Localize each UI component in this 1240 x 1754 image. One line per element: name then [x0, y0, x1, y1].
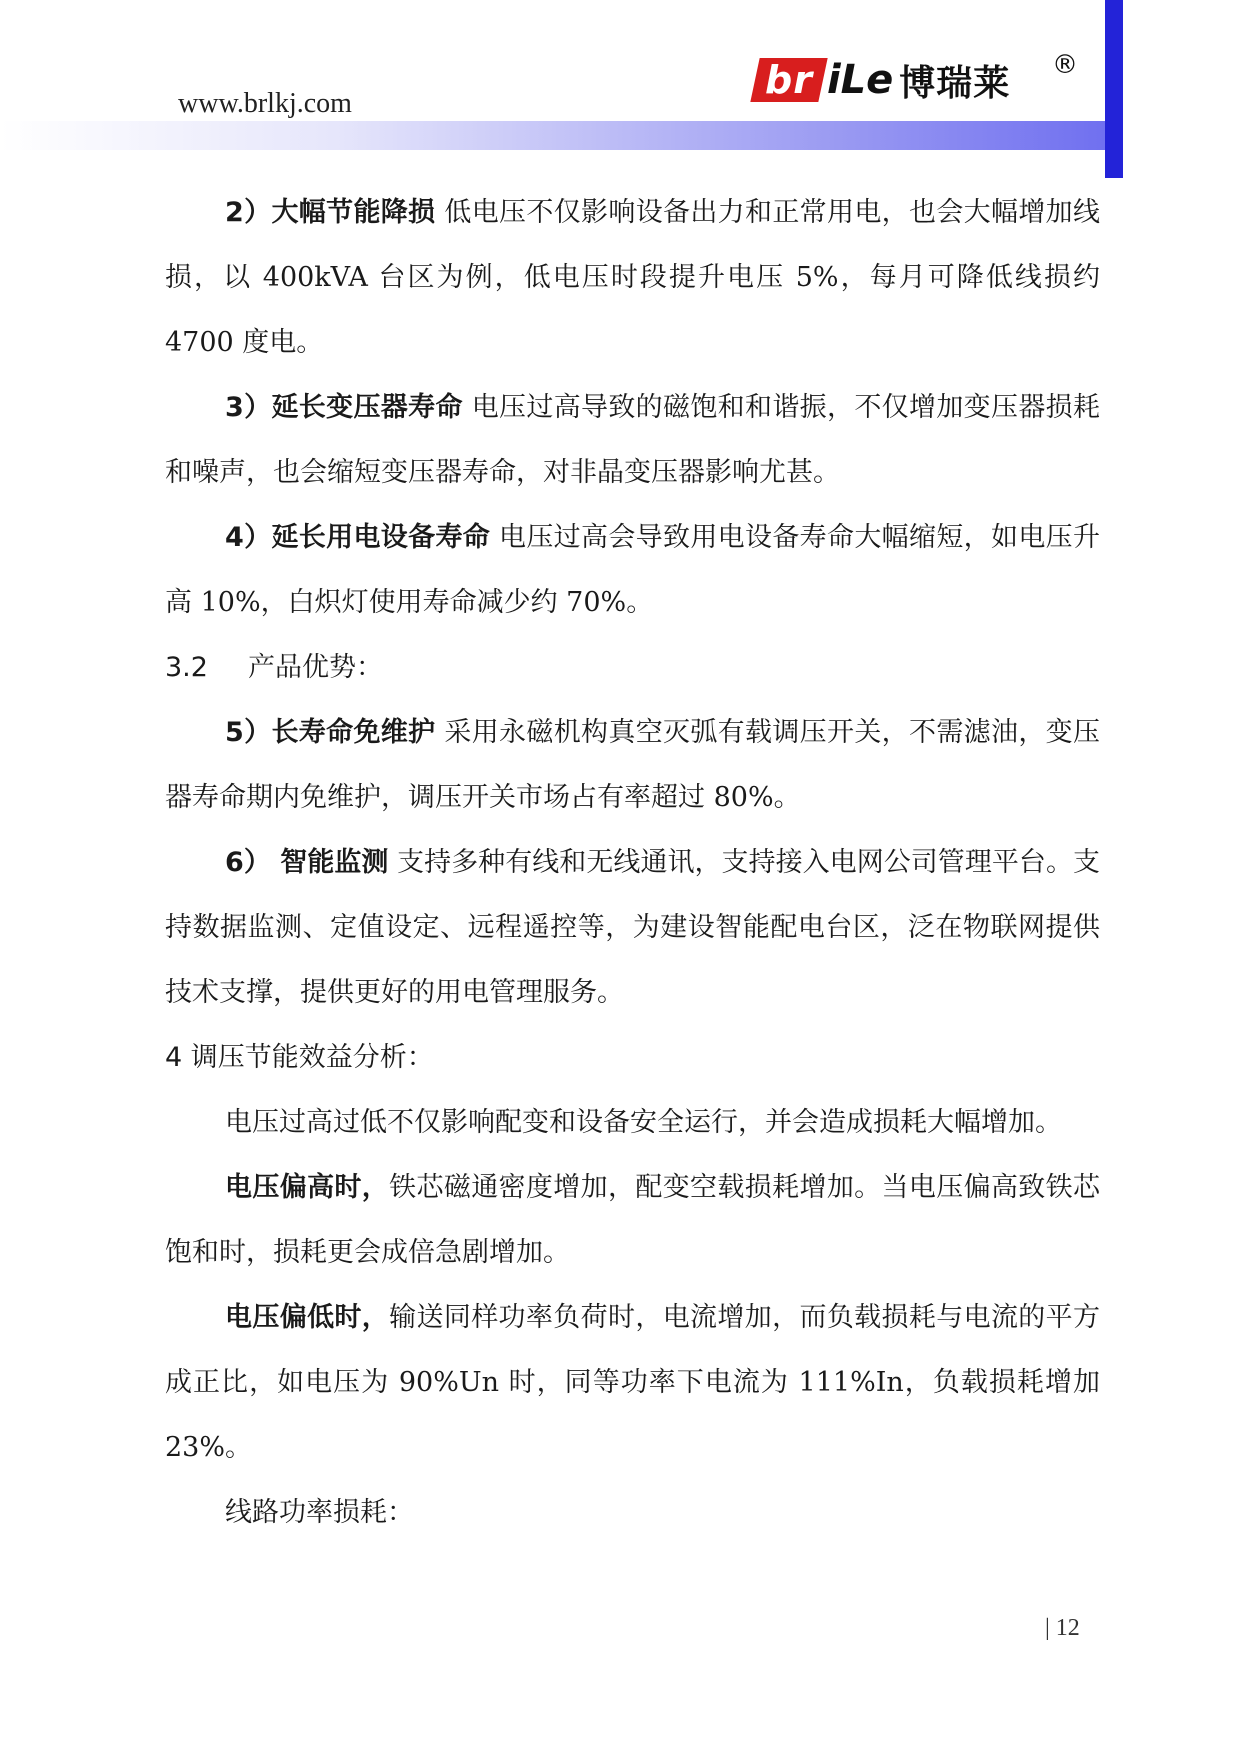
paragraph-low-voltage — [165, 1285, 1100, 1480]
logo-latin-text: iLe — [826, 57, 894, 103]
paragraph-text: 电压过高导致的磁饱和和谐振，不仅增加变压器损耗和噪声，也会缩短变压器寿命，对非晶变压器影响尤甚。 — [165, 392, 1100, 488]
paragraph-label: 3）延长变压器寿命 — [225, 392, 463, 423]
company-logo — [755, 52, 1010, 108]
logo-box-text: br — [765, 58, 813, 102]
paragraph-transformer-life — [165, 375, 1100, 505]
section-title: 产品优势： — [247, 652, 383, 683]
document-body — [165, 180, 1100, 1545]
paragraph-label: 2）大幅节能降损 — [225, 197, 436, 228]
logo-chinese-text: 博瑞莱 — [899, 62, 1011, 104]
header-gradient-bar — [0, 121, 1118, 150]
paragraph-text: 低电压不仅影响设备出力和正常用电，也会大幅增加线损，以 400kVA 台区为例，低电压时段提升电压 5%，每月可降低线损约 4700 度电。 — [165, 197, 1100, 358]
website-url: www.brlkj.com — [178, 88, 352, 119]
header-vertical-bar — [1105, 0, 1123, 178]
paragraph-maintenance-free — [165, 700, 1100, 830]
paragraph-energy-saving — [165, 180, 1100, 375]
section-heading-3-2 — [165, 635, 1100, 700]
paragraph-text: 铁芯磁通密度增加，配变空载损耗增加。当电压偏高致铁芯饱和时，损耗更会成倍急剧增加。 — [165, 1172, 1101, 1268]
paragraph-text: 采用永磁机构真空灭弧有载调压开关，不需滤油，变压器寿命期内免维护，调压开关市场占有率超过 80%。 — [165, 717, 1100, 813]
paragraph-label: 5）长寿命免维护 — [225, 717, 436, 748]
logo-red-box — [750, 58, 827, 102]
paragraph-equipment-life — [165, 505, 1100, 635]
paragraph-text: 电压过高会导致用电设备寿命大幅缩短，如电压升高 10%，白炽灯使用寿命减少约 70%。 — [165, 522, 1100, 618]
paragraph-text: 输送同样功率负荷时，电流增加，而负载损耗与电流的平方成正比，如电压为 90%Un 时，同等功率下电流为 111%In，负载损耗增加 23%。 — [165, 1302, 1101, 1463]
paragraph-high-voltage — [165, 1155, 1100, 1285]
paragraph-label: 电压偏低时， — [225, 1302, 390, 1333]
section-number: 3.2 — [165, 652, 208, 683]
paragraph-voltage-intro: 电压过高过低不仅影响配变和设备安全运行，并会造成损耗大幅增加。 — [225, 1107, 1062, 1138]
paragraph-line-loss: 线路功率损耗： — [225, 1497, 414, 1528]
paragraph-smart-monitoring — [165, 830, 1100, 1025]
paragraph-label: 电压偏高时， — [225, 1172, 390, 1203]
registered-mark: ® — [1052, 50, 1078, 80]
section-heading-4: 4 调压节能效益分析： — [165, 1042, 434, 1073]
paragraph-text: 支持多种有线和无线通讯，支持接入电网公司管理平台。支持数据监测、定值设定、远程遥控等，为建设智能配电台区，泛在物联网提供技术支撑，提供更好的用电管理服务。 — [165, 847, 1100, 1008]
paragraph-label: 6） 智能监测 — [225, 847, 389, 878]
page-number: | 12 — [1045, 1615, 1080, 1641]
paragraph-label: 4）延长用电设备寿命 — [225, 522, 491, 553]
